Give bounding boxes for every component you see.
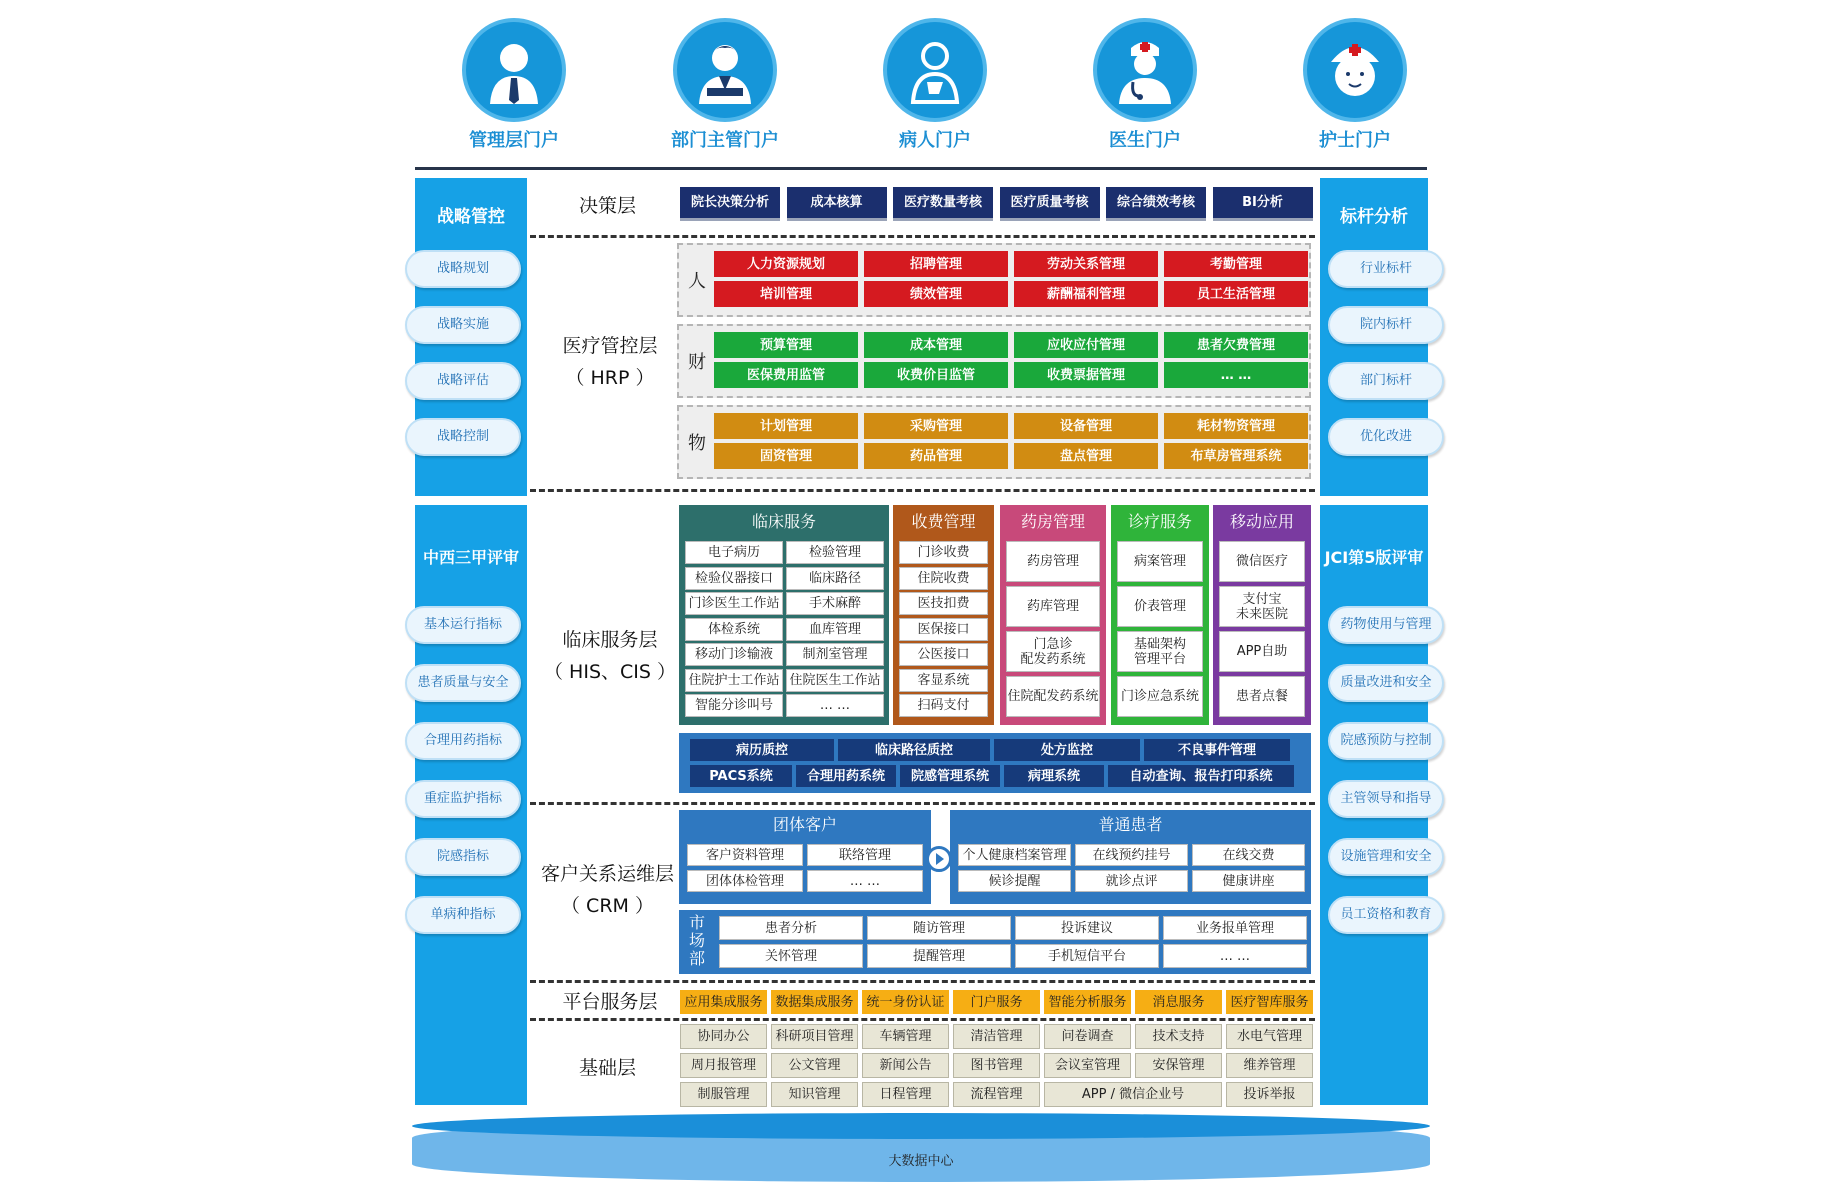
nurse-icon — [1303, 18, 1407, 122]
portal-label: 病人门户 — [899, 130, 971, 151]
charge-item: 住院收费 — [899, 567, 988, 590]
base-item: 流程管理 — [953, 1082, 1040, 1107]
hrp-layer-sub: （ HRP ） — [565, 367, 655, 389]
hrp-item: 绩效管理 — [864, 281, 1008, 307]
decision-item: BI分析 — [1213, 187, 1313, 221]
bigdata-cylinder-top — [412, 1113, 1430, 1139]
hrp-label-finance: 财 — [688, 352, 706, 373]
market-item: 提醒管理 — [867, 944, 1011, 968]
quality-item: 临床路径质控 — [838, 739, 990, 761]
base-item: 技术支持 — [1135, 1024, 1222, 1049]
left-top-title: 战略管控 — [437, 207, 505, 227]
quality-item: 合理用药系统 — [796, 765, 896, 787]
group-customer-panel — [679, 810, 931, 904]
diagnosis-title: 诊疗服务 — [1127, 512, 1192, 531]
hrp-item: 员工生活管理 — [1164, 281, 1308, 307]
platform-item: 消息服务 — [1135, 990, 1222, 1014]
hrp-item: 薪酬福利管理 — [1014, 281, 1158, 307]
pharmacy-item: 门急诊 配发药系统 — [1006, 631, 1100, 672]
mobile-item: 支付宝 未来医院 — [1219, 586, 1305, 627]
charge-title: 收费管理 — [911, 512, 976, 531]
quality-item: 院感管理系统 — [900, 765, 1000, 787]
left-bottom-item: 单病种指标 — [405, 896, 521, 934]
decision-item: 综合绩效考核 — [1106, 187, 1206, 221]
divider-5 — [530, 1018, 1315, 1021]
right-bottom-item: 员工资格和教育 — [1328, 896, 1444, 934]
left-bottom-title: 中西三甲评审 — [422, 548, 519, 567]
clinical-item: … … — [786, 694, 884, 717]
right-bottom-item: 质量改进和安全 — [1328, 664, 1444, 702]
base-item: 公文管理 — [771, 1053, 858, 1078]
diagnosis-item: 基础架构 管理平台 — [1117, 631, 1203, 672]
clinical-item: 住院护士工作站 — [685, 669, 783, 692]
right-top-item: 行业标杆 — [1328, 250, 1444, 288]
diagnosis-item: 门诊应急系统 — [1117, 676, 1203, 717]
quality-item: 病理系统 — [1004, 765, 1104, 787]
base-item: 维养管理 — [1226, 1053, 1313, 1078]
pharmacy-panel — [1000, 505, 1106, 725]
group-customer-item: 团体体检管理 — [687, 870, 803, 892]
crm-layer-label — [530, 858, 685, 922]
base-item: 科研项目管理 — [771, 1024, 858, 1049]
left-bottom-item: 院感指标 — [405, 838, 521, 876]
right-top-title: 标杆分析 — [1340, 207, 1408, 227]
general-patient-item: 就诊点评 — [1075, 870, 1188, 892]
quality-item: PACS系统 — [690, 765, 792, 787]
general-patient-item: 个人健康档案管理 — [958, 844, 1071, 866]
hrp-item: 人力资源规划 — [714, 251, 858, 277]
hrp-layer-label — [540, 330, 680, 394]
platform-item: 医疗智库服务 — [1226, 990, 1313, 1014]
pharmacy-item: 药房管理 — [1006, 541, 1100, 582]
hrp-item: 设备管理 — [1014, 413, 1158, 439]
bigdata-label: 大数据中心 — [888, 1154, 954, 1169]
market-label: 市场部 — [688, 913, 705, 968]
clinical-item: 检验仪器接口 — [685, 567, 783, 590]
hrp-item: 药品管理 — [864, 443, 1008, 469]
charge-item: 扫码支付 — [899, 694, 988, 717]
top-divider — [415, 167, 1427, 170]
pharmacy-title: 药房管理 — [1020, 512, 1085, 531]
portal-label: 管理层门户 — [469, 130, 559, 151]
clinical-item: 制剂室管理 — [786, 643, 884, 666]
general-patient-item: 在线预约挂号 — [1075, 844, 1188, 866]
base-item: 制服管理 — [680, 1082, 767, 1107]
market-item: 随访管理 — [867, 916, 1011, 940]
patient-icon — [883, 18, 987, 122]
market-item: 患者分析 — [719, 916, 863, 940]
diagnosis-panel — [1111, 505, 1209, 725]
clinical-title: 临床服务 — [751, 512, 816, 531]
pharmacy-item: 住院配发药系统 — [1006, 676, 1100, 717]
arrow-right-icon — [926, 846, 952, 872]
platform-item: 应用集成服务 — [680, 990, 767, 1014]
clinical-panel — [679, 505, 889, 725]
left-top-item: 战略评估 — [405, 362, 521, 400]
left-bottom-item: 基本运行指标 — [405, 606, 521, 644]
left-bottom-item: 合理用药指标 — [405, 722, 521, 760]
charge-item: 门诊收费 — [899, 541, 988, 564]
quality-item: 处方监控 — [994, 739, 1140, 761]
charge-panel — [893, 505, 994, 725]
portal-doctor — [1060, 18, 1230, 152]
charge-item: 医保接口 — [899, 618, 988, 641]
divider-2 — [530, 489, 1315, 492]
hrp-item: 预算管理 — [714, 332, 858, 358]
left-top-item: 战略规划 — [405, 250, 521, 288]
hrp-label-people: 人 — [688, 271, 706, 292]
general-patient-item: 在线交费 — [1192, 844, 1305, 866]
crm-layer-sub: （ CRM ） — [561, 895, 654, 917]
portal-manager — [429, 18, 599, 152]
quality-item: 自动查询、报告打印系统 — [1108, 765, 1294, 787]
base-item: 问卷调查 — [1044, 1024, 1131, 1049]
platform-item: 门户服务 — [953, 990, 1040, 1014]
divider-1 — [530, 235, 1315, 238]
portal-label: 医生门户 — [1109, 130, 1181, 151]
portal-patient — [850, 18, 1020, 152]
quality-item: 不良事件管理 — [1144, 739, 1290, 761]
general-patient-item: 健康讲座 — [1192, 870, 1305, 892]
market-item: 投诉建议 — [1015, 916, 1159, 940]
general-patient-panel — [950, 810, 1311, 904]
charge-item: 医技扣费 — [899, 592, 988, 615]
right-bottom-item: 药物使用与管理 — [1328, 606, 1444, 644]
divider-3 — [530, 802, 1315, 805]
clinical-item: 门诊医生工作站 — [685, 592, 783, 615]
right-top-item: 优化改进 — [1328, 418, 1444, 456]
manager-icon — [462, 18, 566, 122]
diagnosis-item: 病案管理 — [1117, 541, 1203, 582]
base-item: 知识管理 — [771, 1082, 858, 1107]
base-item: 新闻公告 — [862, 1053, 949, 1078]
charge-item: 公医接口 — [899, 643, 988, 666]
portal-supervisor — [640, 18, 810, 152]
hrp-item: 劳动关系管理 — [1014, 251, 1158, 277]
decision-layer-label: 决策层 — [578, 195, 636, 217]
base-item: APP / 微信企业号 — [1044, 1082, 1222, 1107]
clinical-item: 体检系统 — [685, 618, 783, 641]
platform-layer-label: 平台服务层 — [562, 991, 658, 1013]
portal-label: 部门主管门户 — [671, 130, 779, 151]
hrp-item: 考勤管理 — [1164, 251, 1308, 277]
base-item: 会议室管理 — [1044, 1053, 1131, 1078]
charge-item: 客显系统 — [899, 669, 988, 692]
base-item: 图书管理 — [953, 1053, 1040, 1078]
his-layer-sub: （ HIS、CIS ） — [544, 661, 676, 683]
decision-item: 成本核算 — [787, 187, 887, 221]
base-item: 周月报管理 — [680, 1053, 767, 1078]
hrp-item: … … — [1164, 362, 1308, 388]
mobile-panel — [1213, 505, 1311, 725]
clinical-item: 电子病历 — [685, 541, 783, 564]
right-bottom-title: JCI第5版评审 — [1324, 548, 1424, 567]
clinical-item: 临床路径 — [786, 567, 884, 590]
right-top-item: 部门标杆 — [1328, 362, 1444, 400]
decision-item: 院长决策分析 — [680, 187, 780, 221]
clinical-item: 检验管理 — [786, 541, 884, 564]
clinical-item: 移动门诊输液 — [685, 643, 783, 666]
supervisor-icon — [673, 18, 777, 122]
hrp-item: 计划管理 — [714, 413, 858, 439]
hrp-item: 患者欠费管理 — [1164, 332, 1308, 358]
clinical-item: 血库管理 — [786, 618, 884, 641]
base-item: 车辆管理 — [862, 1024, 949, 1049]
hrp-item: 应收应付管理 — [1014, 332, 1158, 358]
divider-4 — [530, 980, 1315, 983]
platform-item: 统一身份认证 — [862, 990, 949, 1014]
clinical-item: 住院医生工作站 — [786, 669, 884, 692]
right-bottom-item: 院感预防与控制 — [1328, 722, 1444, 760]
base-layer-label: 基础层 — [578, 1057, 636, 1079]
group-customer-item: 联络管理 — [807, 844, 923, 866]
quality-item: 病历质控 — [690, 739, 834, 761]
base-item: 清洁管理 — [953, 1024, 1040, 1049]
group-customer-item: … … — [807, 870, 923, 892]
clinical-item: 手术麻醉 — [786, 592, 884, 615]
hrp-item: 固资管理 — [714, 443, 858, 469]
pharmacy-item: 药库管理 — [1006, 586, 1100, 627]
hrp-item: 布草房管理系统 — [1164, 443, 1308, 469]
hrp-item: 收费票据管理 — [1014, 362, 1158, 388]
his-layer-name: 临床服务层 — [562, 629, 658, 651]
base-item: 协同办公 — [680, 1024, 767, 1049]
decision-item: 医疗质量考核 — [1000, 187, 1100, 221]
base-item: 安保管理 — [1135, 1053, 1222, 1078]
base-item: 投诉举报 — [1226, 1082, 1313, 1107]
portal-label: 护士门户 — [1319, 130, 1391, 151]
mobile-item: 微信医疗 — [1219, 541, 1305, 582]
base-item: 日程管理 — [862, 1082, 949, 1107]
portal-nurse — [1270, 18, 1440, 152]
mobile-item: APP自助 — [1219, 631, 1305, 672]
hrp-item: 成本管理 — [864, 332, 1008, 358]
market-item: 关怀管理 — [719, 944, 863, 968]
hrp-item: 培训管理 — [714, 281, 858, 307]
hrp-item: 医保费用监管 — [714, 362, 858, 388]
mobile-title: 移动应用 — [1229, 512, 1294, 531]
group-customer-item: 客户资料管理 — [687, 844, 803, 866]
doctor-icon — [1093, 18, 1197, 122]
decision-item: 医疗数量考核 — [893, 187, 993, 221]
market-item: … … — [1163, 944, 1307, 968]
hrp-label-material: 物 — [688, 433, 706, 454]
base-item: 水电气管理 — [1226, 1024, 1313, 1049]
diagnosis-item: 价表管理 — [1117, 586, 1203, 627]
hrp-item: 盘点管理 — [1014, 443, 1158, 469]
his-layer-label — [535, 624, 685, 688]
platform-item: 智能分析服务 — [1044, 990, 1131, 1014]
left-bottom-item: 重症监护指标 — [405, 780, 521, 818]
general-patient-item: 候诊提醒 — [958, 870, 1071, 892]
hrp-item: 采购管理 — [864, 413, 1008, 439]
market-item: 业务报单管理 — [1163, 916, 1307, 940]
crm-layer-name: 客户关系运维层 — [540, 863, 674, 885]
hrp-item: 耗材物资管理 — [1164, 413, 1308, 439]
mobile-item: 患者点餐 — [1219, 676, 1305, 717]
hrp-item: 收费价目监管 — [864, 362, 1008, 388]
platform-item: 数据集成服务 — [771, 990, 858, 1014]
right-bottom-item: 设施管理和安全 — [1328, 838, 1444, 876]
general-patient-title: 普通患者 — [1098, 815, 1163, 834]
left-bottom-item: 患者质量与安全 — [405, 664, 521, 702]
left-top-item: 战略实施 — [405, 306, 521, 344]
right-bottom-item: 主管领导和指导 — [1328, 780, 1444, 818]
left-top-item: 战略控制 — [405, 418, 521, 456]
market-panel — [679, 910, 1311, 974]
clinical-item: 智能分诊叫号 — [685, 694, 783, 717]
group-customer-title: 团体客户 — [772, 815, 837, 834]
hrp-layer-name: 医疗管控层 — [562, 335, 658, 357]
right-top-item: 院内标杆 — [1328, 306, 1444, 344]
market-item: 手机短信平台 — [1015, 944, 1159, 968]
hrp-item: 招聘管理 — [864, 251, 1008, 277]
